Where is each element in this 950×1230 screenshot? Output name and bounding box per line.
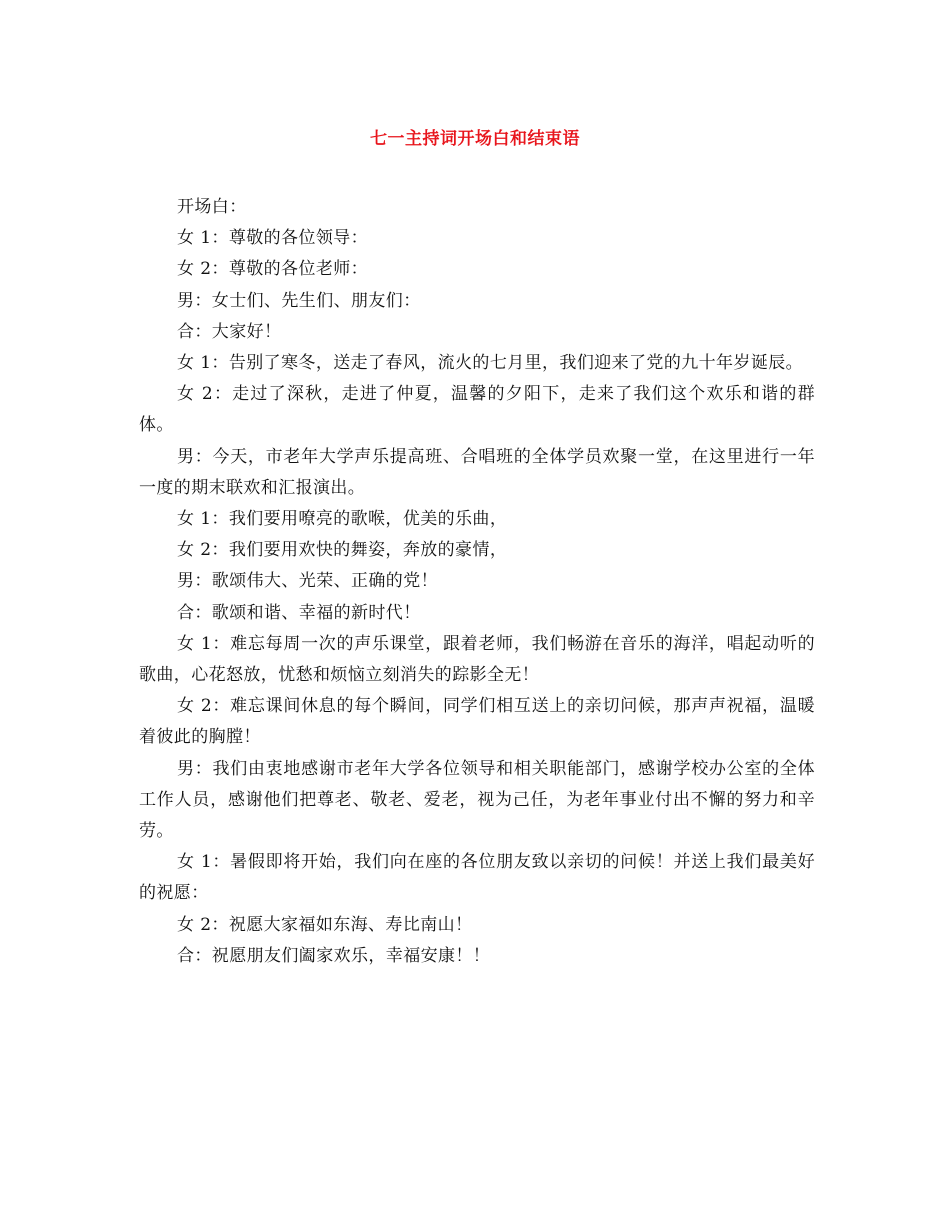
paragraph: 男：我们由衷地感谢市老年大学各位领导和相关职能部门，感谢学校办公室的全体工作人员，感谢他们把尊老、敬老、爱老，视为己任，为老年事业付出不懈的努力和辛劳。 <box>139 758 815 842</box>
paragraph: 女 2：走过了深秋，走进了仲夏，温馨的夕阳下，走来了我们这个欢乐和谐的群体。 <box>139 384 815 436</box>
paragraph: 女 2：我们要用欢快的舞姿，奔放的豪情， <box>177 540 508 561</box>
paragraph: 女 1：告别了寒冬，送走了春风，流火的七月里，我们迎来了党的九十年岁诞辰。 <box>177 353 804 374</box>
document-body <box>139 192 815 972</box>
paragraph: 男：歌颂伟大、光荣、正确的党！ <box>177 571 438 592</box>
paragraph: 女 1：难忘每周一次的声乐课堂，跟着老师，我们畅游在音乐的海洋，唱起动听的歌曲，心花怒放，忧愁和烦恼立刻消失的踪影全无！ <box>139 633 815 686</box>
document-title: 七一主持词开场白和结束语 <box>370 129 580 149</box>
paragraph: 女 2：难忘课间休息的每个瞬间，同学们相互送上的亲切问候，那声声祝福，温暖着彼此的胸膛！ <box>139 696 815 748</box>
paragraph: 女 1：尊敬的各位领导： <box>177 228 369 249</box>
paragraph: 女 1：我们要用嘹亮的歌喉，优美的乐曲， <box>177 509 508 530</box>
paragraph: 男：女士们、先生们、朋友们： <box>177 290 421 311</box>
paragraph: 合：祝愿朋友们阖家欢乐，幸福安康！！ <box>177 945 491 966</box>
paragraph-opening-label: 开场白： <box>177 197 247 217</box>
paragraph: 合：歌颂和谐、幸福的新时代！ <box>177 602 421 623</box>
paragraph: 合：大家好！ <box>177 321 282 342</box>
paragraph: 女 1：暑假即将开始，我们向在座的各位朋友致以亲切的问候！并送上我们最美好的祝愿： <box>139 852 815 904</box>
paragraph: 女 2：尊敬的各位老师： <box>177 259 369 280</box>
paragraph: 女 2：祝愿大家福如东海、寿比南山！ <box>177 914 473 935</box>
paragraph: 男：今天，市老年大学声乐提高班、合唱班的全体学员欢聚一堂，在这里进行一年一度的期末联欢和汇报演出。 <box>139 446 815 498</box>
